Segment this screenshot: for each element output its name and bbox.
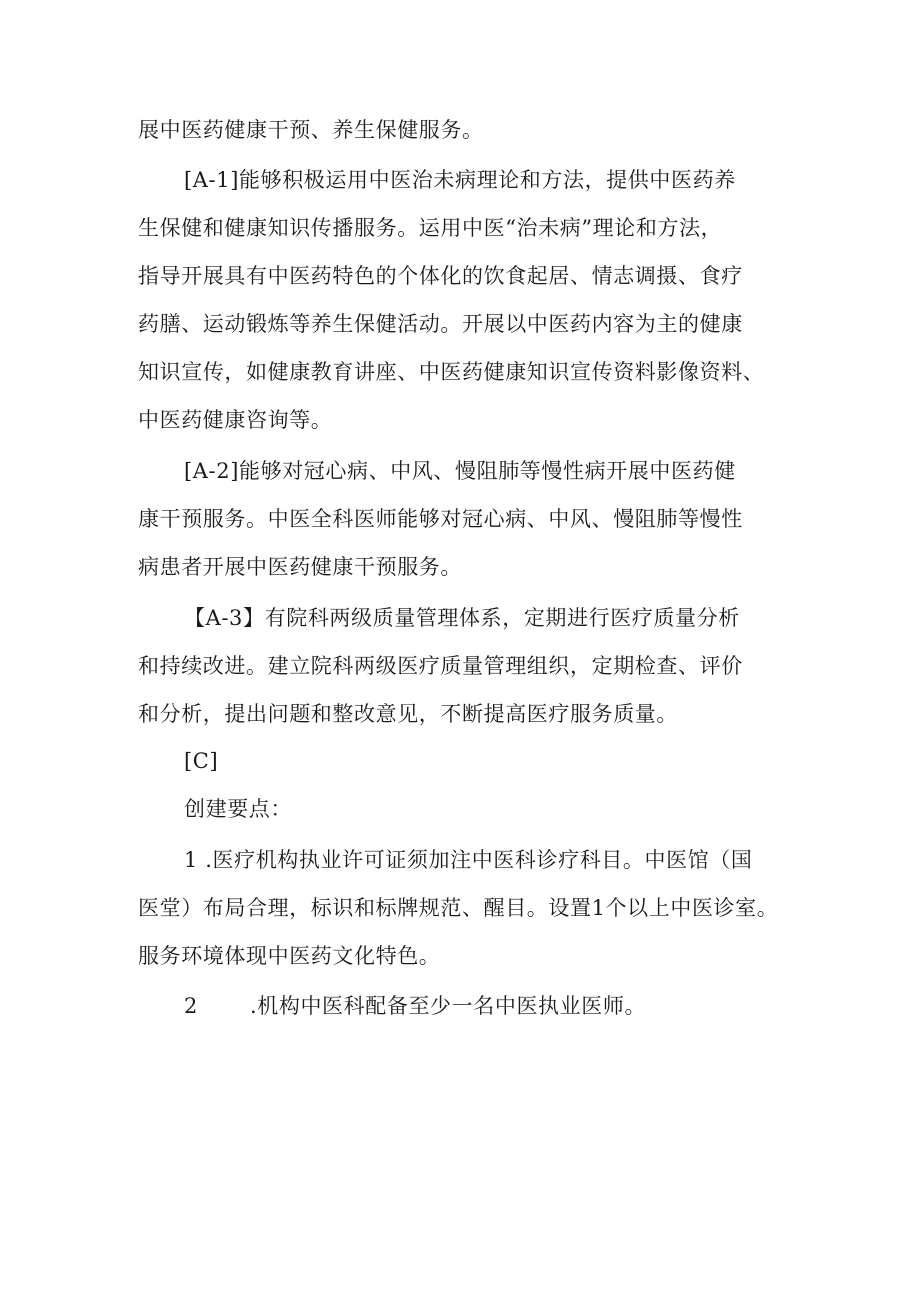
list-text: .机构中医科配备至少一名中医执业医师。 — [249, 994, 647, 1018]
paragraph-continuation — [138, 106, 798, 154]
text-line: 知识宣传，如健康教育讲座、中医药健康知识宣传资料影像资料、 — [138, 360, 765, 384]
section-label: [C] — [184, 749, 219, 773]
paragraph-a1 — [138, 156, 798, 444]
list-item-2 — [138, 982, 798, 1030]
text-line: 药膳、运动锻炼等养生保健活动。开展以中医药内容为主的健康 — [138, 312, 743, 336]
key-points-label: 创建要点： — [184, 797, 292, 821]
paragraph-a3 — [138, 594, 798, 738]
text-line: 病患者开展中医药健康干预服务。 — [138, 555, 462, 579]
text-line: [A-2]能够对冠心病、中风、慢阻肺等慢性病开展中医药健 — [184, 459, 736, 483]
text-line: 1 .医疗机构执业许可证须加注中医科诊疗科目。中医馆（国 — [184, 848, 753, 872]
section-heading-c — [138, 737, 798, 785]
text-line: 和分析，提出问题和整改意见，不断提高医疗服务质量。 — [138, 702, 678, 726]
text-line: 生保健和健康知识传播服务。运用中医“治未病”理论和方法， — [138, 216, 723, 240]
key-points-heading — [138, 785, 798, 833]
text-line: 指导开展具有中医药特色的个体化的饮食起居、情志调摄、食疗 — [138, 264, 743, 288]
text-line: 【A-3】有院科两级质量管理体系，定期进行医疗质量分析 — [184, 606, 740, 630]
text-line: 医堂）布局合理，标识和标牌规范、醒目。设置1个以上中医诊室。 — [138, 896, 779, 920]
text-line: [A-1]能够积极运用中医治未病理论和方法，提供中医药养 — [184, 168, 736, 192]
list-number: 2 — [184, 994, 198, 1018]
text-line: 康干预服务。中医全科医师能够对冠心病、中风、慢阻肺等慢性 — [138, 507, 743, 531]
text-line: 服务环境体现中医药文化特色。 — [138, 944, 441, 968]
paragraph-a2 — [138, 447, 798, 591]
list-item-1 — [138, 836, 798, 980]
text-line — [138, 982, 798, 1030]
text-line: 中医药健康咨询等。 — [138, 408, 333, 432]
text-line: 展中医药健康干预、养生保健服务。 — [138, 118, 484, 142]
text-line: 和持续改进。建立院科两级医疗质量管理组织，定期检查、评价 — [138, 654, 743, 678]
